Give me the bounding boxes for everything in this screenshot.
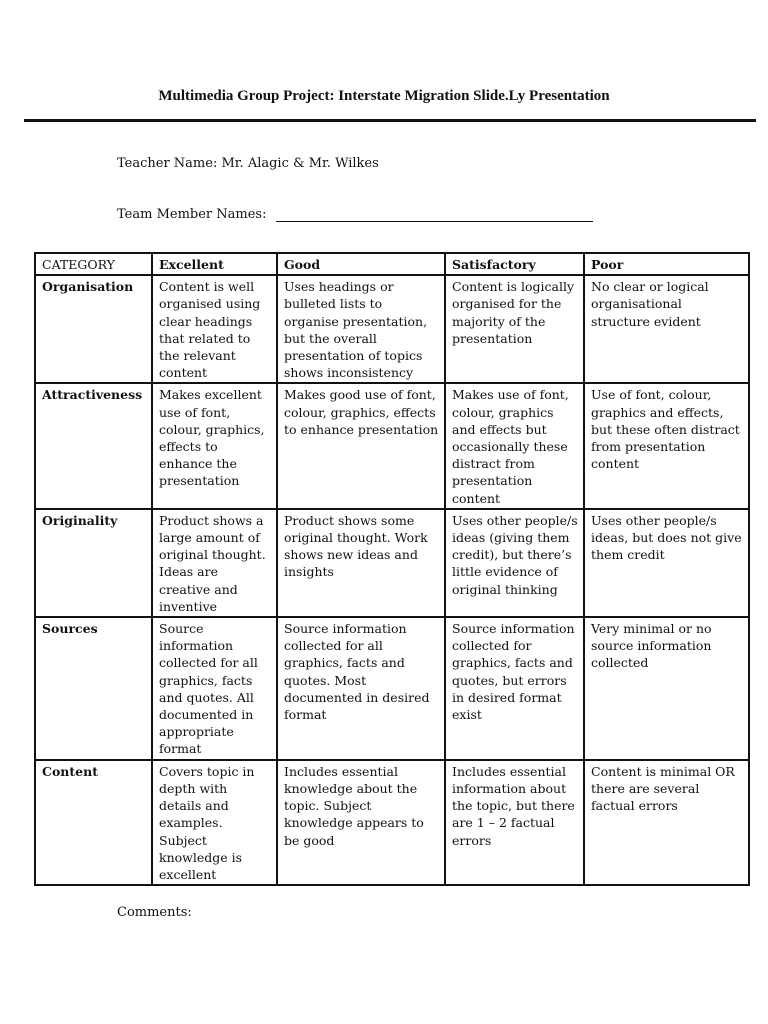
cell-good: Uses headings or bulleted lists to organise presentation, but the overall presentation of topics shows inconsistency bbox=[277, 275, 445, 383]
rubric-row-content bbox=[35, 760, 749, 885]
cell-excellent: Covers topic in depth with details and examples. Subject knowledge is excellent bbox=[152, 760, 277, 885]
row-category: Sources bbox=[35, 617, 152, 760]
row-category: Content bbox=[35, 760, 152, 885]
rubric-row-organisation bbox=[35, 275, 749, 383]
header-good: Good bbox=[277, 253, 445, 275]
cell-good: Source information collected for all graphics, facts and quotes. Most documented in desired format bbox=[277, 617, 445, 760]
row-category: Organisation bbox=[35, 275, 152, 383]
cell-satisfactory: Source information collected for graphics, facts and quotes, but errors in desired format exist bbox=[445, 617, 584, 760]
teacher-name-line: Teacher Name: Mr. Alagic & Mr. Wilkes bbox=[117, 156, 379, 171]
team-member-names-line bbox=[117, 207, 593, 222]
cell-satisfactory: Makes use of font, colour, graphics and effects but occasionally these distract from presentation content bbox=[445, 383, 584, 508]
cell-poor: Use of font, colour, graphics and effects, but these often distract from presentation content bbox=[584, 383, 749, 508]
team-member-names-blank bbox=[276, 207, 593, 222]
cell-excellent: Product shows a large amount of original thought. Ideas are creative and inventive bbox=[152, 509, 277, 617]
cell-good: Includes essential knowledge about the topic. Subject knowledge appears to be good bbox=[277, 760, 445, 885]
cell-poor: Uses other people/s ideas, but does not give them credit bbox=[584, 509, 749, 617]
header-poor: Poor bbox=[584, 253, 749, 275]
cell-poor: No clear or logical organisational structure evident bbox=[584, 275, 749, 383]
cell-good: Makes good use of font, colour, graphics, effects to enhance presentation bbox=[277, 383, 445, 508]
document-title: Multimedia Group Project: Interstate Migration Slide.Ly Presentation bbox=[158, 88, 610, 104]
rubric-row-originality bbox=[35, 509, 749, 617]
header-excellent: Excellent bbox=[152, 253, 277, 275]
header-satisfactory: Satisfactory bbox=[445, 253, 584, 275]
row-category: Originality bbox=[35, 509, 152, 617]
cell-excellent: Source information collected for all graphics, facts and quotes. All documented in appropriate format bbox=[152, 617, 277, 760]
rubric-row-sources bbox=[35, 617, 749, 760]
cell-poor: Very minimal or no source information collected bbox=[584, 617, 749, 760]
row-category: Attractiveness bbox=[35, 383, 152, 508]
comments-label: Comments: bbox=[117, 905, 192, 920]
title-divider bbox=[24, 119, 756, 122]
cell-excellent: Makes excellent use of font, colour, graphics, effects to enhance the presentation bbox=[152, 383, 277, 508]
rubric-row-attractiveness bbox=[35, 383, 749, 508]
header-category: CATEGORY bbox=[35, 253, 152, 275]
rubric-table bbox=[34, 252, 750, 886]
rubric-header-row bbox=[35, 253, 749, 275]
cell-good: Product shows some original thought. Work shows new ideas and insights bbox=[277, 509, 445, 617]
cell-satisfactory: Includes essential information about the topic, but there are 1 – 2 factual errors bbox=[445, 760, 584, 885]
cell-satisfactory: Uses other people/s ideas (giving them credit), but there’s little evidence of original thinking bbox=[445, 509, 584, 617]
cell-excellent: Content is well organised using clear headings that related to the relevant content bbox=[152, 275, 277, 383]
team-member-names-label: Team Member Names: bbox=[117, 207, 267, 222]
cell-satisfactory: Content is logically organised for the majority of the presentation bbox=[445, 275, 584, 383]
cell-poor: Content is minimal OR there are several factual errors bbox=[584, 760, 749, 885]
